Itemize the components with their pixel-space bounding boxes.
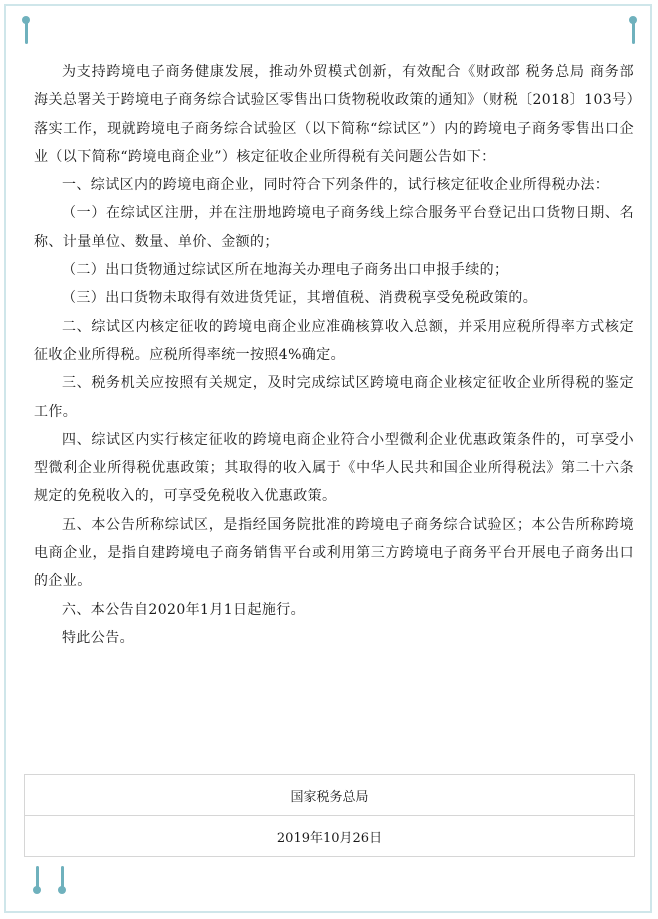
signature-table bbox=[24, 774, 635, 857]
paragraph-item-2: 二、综试区内核定征收的跨境电商企业应准确核算收入总额，并采用应税所得率方式核定征收企业所得税。应税所得率统一按照4%确定。 bbox=[34, 318, 634, 363]
paragraph-item-5: 五、本公告所称综试区，是指经国务院批准的跨境电子商务综合试验区；本公告所称跨境电商企业，是指自建跨境电子商务销售平台或利用第三方跨境电子商务平台开展电子商务出口的企业。 bbox=[34, 516, 634, 590]
paragraph-item-3: 三、税务机关应按照有关规定，及时完成综试区跨境电商企业核定征收企业所得税的鉴定工作。 bbox=[34, 375, 634, 420]
issuer-cell: 国家税务总局 bbox=[25, 775, 635, 816]
paragraph-item-4: 四、综试区内实行核定征收的跨境电商企业符合小型微利企业优惠政策条件的，可享受小型微利企业所得税优惠政策；其取得的收入属于《中华人民共和国企业所得税法》第二十六条规定的免税收入的，可享受免税收入优惠政策。 bbox=[34, 431, 634, 505]
announcement-body bbox=[34, 58, 634, 652]
paragraph-item-1: 一、综试区内的跨境电商企业，同时符合下列条件的，试行核定征收企业所得税办法： bbox=[62, 177, 610, 194]
paragraph-intro: 为支持跨境电子商务健康发展，推动外贸模式创新，有效配合《财政部 税务总局 商务部 海关总署关于跨境电子商务综合试验区零售出口货物税收政策的通知》（财税〔2018〕103号）落实工作，现就跨境电子商务综合试验区（以下简称“综试区”）内的跨境电子商务零售出口企业（以下简称“跨境电商企业”）核定征收企业所得税有关问题公告如下： bbox=[34, 64, 634, 165]
pin-icon bbox=[629, 16, 637, 46]
pin-icon bbox=[58, 866, 66, 896]
paragraph-condition-1: （一）在综试区注册，并在注册地跨境电子商务线上综合服务平台登记出口货物日期、名称、计量单位、数量、单价、金额的； bbox=[34, 205, 634, 250]
date-cell: 2019年10月26日 bbox=[25, 816, 635, 857]
paragraph-condition-3: （三）出口货物未取得有效进货凭证，其增值税、消费税享受免税政策的。 bbox=[62, 290, 538, 307]
paragraph-condition-2: （二）出口货物通过综试区所在地海关办理电子商务出口申报手续的； bbox=[62, 262, 509, 279]
pin-icon bbox=[33, 866, 41, 896]
paragraph-closing: 特此公告。 bbox=[62, 629, 134, 646]
paragraph-item-6: 六、本公告自2020年1月1日起施行。 bbox=[62, 601, 306, 618]
pin-icon bbox=[22, 16, 30, 46]
